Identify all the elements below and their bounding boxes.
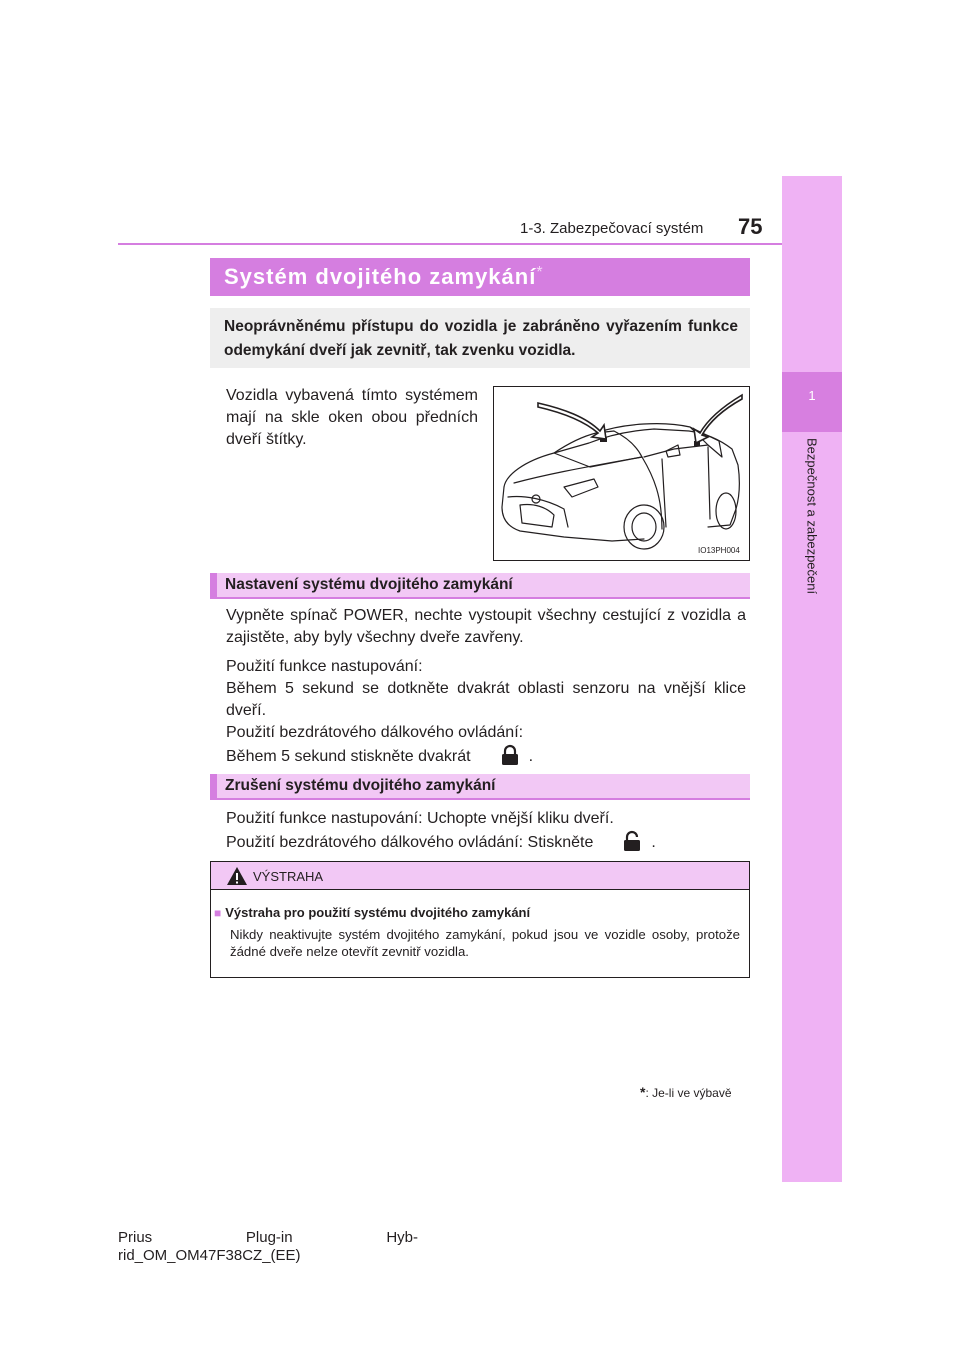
warning-text: Nikdy neaktivujte systém dvojitého zamykání, pokud jsou ve vozidle osoby, protože žádné dveře nelze otevřít zevnitř vozidla. — [230, 927, 740, 959]
document-code-line2: rid_OM_OM47F38CZ_(EE) — [118, 1247, 301, 1264]
bullet-square: ■ — [214, 906, 222, 920]
labels-paragraph: Vozidla vybavená tímto systémem mají na skle oken obou předních dveří štítky. — [226, 387, 478, 448]
section-heading-set: Nastavení systému dvojitého zamykání — [210, 573, 750, 599]
cancel-paragraph — [226, 808, 746, 854]
footnote-marker: * — [640, 1084, 646, 1100]
chapter-title: Bezpečnost a zabezpečení — [804, 438, 820, 595]
page-title — [210, 258, 750, 296]
page-number: 75 — [738, 214, 763, 239]
car-illustration-figure — [493, 386, 750, 561]
set-line-entry-action: Během 5 sekund se dotkněte dvakrát oblasti senzoru na vnější klice dveří. — [226, 680, 746, 719]
warning-subheading — [214, 905, 530, 920]
doc-word-1: Prius — [118, 1229, 153, 1246]
set-paragraph-1: Vypněte spínač POWER, nechte vystoupit všechny cestující z vozidla a zajistěte, aby byly všechny dveře zavřeny. — [226, 607, 746, 646]
header-rule — [118, 243, 782, 245]
optional-marker: * — [536, 264, 544, 281]
document-code-line1 — [118, 1229, 418, 1247]
intro-summary: Neoprávněnému přístupu do vozidla je zabráněno vyřazením funkce odemykání dveří jak zevnitř, tak zvenku vozidla. — [210, 308, 750, 368]
section-heading-cancel: Zrušení systému dvojitého zamykání — [210, 774, 750, 800]
cancel-line-entry: Použití funkce nastupování: Uchopte vnější kliku dveří. — [226, 810, 614, 827]
warning-subheading-text: Výstraha pro použití systému dvojitého zamykání — [225, 905, 531, 920]
set-remote-end: . — [528, 748, 534, 765]
cancel-remote-text: Použití bezdrátového dálkového ovládání: Stiskněte — [226, 834, 594, 851]
page-title-text: Systém dvojitého zamykání — [224, 264, 537, 289]
footnote — [640, 1084, 732, 1100]
doc-word-3: Hyb- — [386, 1229, 418, 1246]
chapter-number: 1 — [808, 388, 816, 403]
document-code — [118, 1229, 438, 1265]
unlock-icon — [621, 830, 643, 852]
set-line-remote-method: Použití bezdrátového dálkového ovládání: — [226, 724, 524, 741]
doc-word-2: Plug-in — [245, 1229, 293, 1246]
header-section-title: 1-3. Zabezpečovací systém — [520, 220, 704, 237]
cancel-line-remote — [226, 830, 746, 854]
car-with-window-labels-illustration — [494, 387, 749, 560]
lock-icon — [499, 744, 521, 766]
cancel-remote-end: . — [651, 834, 656, 851]
set-remote-text: Během 5 sekund stiskněte dvakrát — [226, 748, 471, 765]
warning-title: VÝSTRAHA — [253, 869, 324, 884]
set-line-remote-action — [226, 744, 746, 768]
figure-code: IO13PH004 — [698, 546, 740, 555]
set-line-entry-method: Použití funkce nastupování: — [226, 658, 423, 675]
footnote-text: : Je-li ve výbavě — [645, 1086, 732, 1100]
warning-triangle-icon — [226, 866, 248, 886]
set-paragraph-2 — [226, 656, 746, 768]
